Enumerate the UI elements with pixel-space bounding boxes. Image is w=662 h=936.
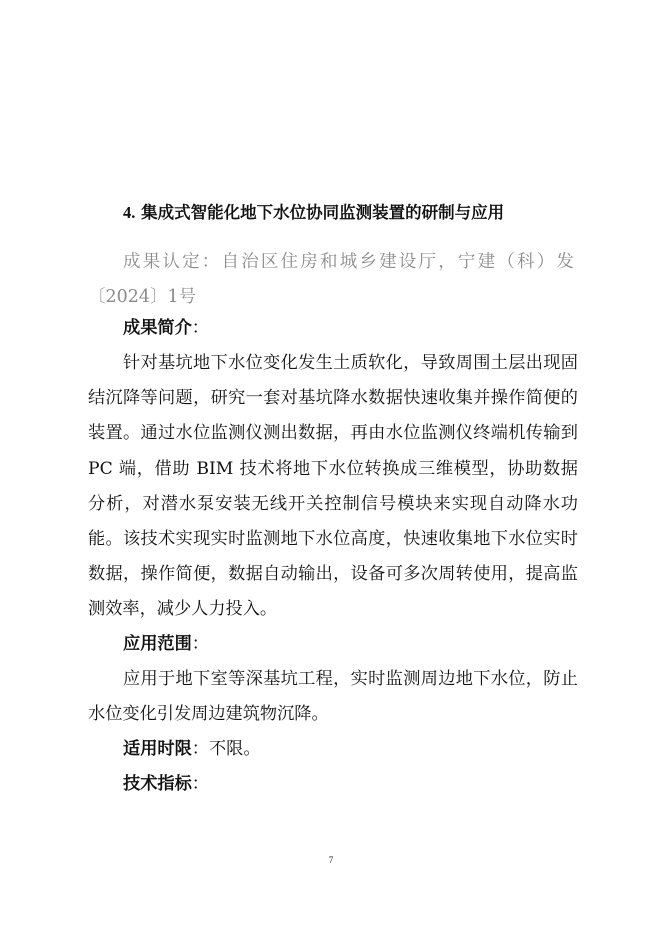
time-limit-line bbox=[88, 732, 578, 767]
recognition-text: 成果认定：自治区住房和城乡建设厅，宁建（科）发 bbox=[123, 252, 577, 272]
achievement-recognition bbox=[88, 245, 578, 315]
time-limit-value: 不限。 bbox=[208, 739, 261, 759]
intro-colon: ： bbox=[191, 318, 209, 338]
scope-heading bbox=[88, 627, 578, 662]
section-number: 4. bbox=[123, 203, 136, 222]
scope-body: 应用于地下室等深基坑工程，实时监测周边地下水位，防止水位变化引发周边建筑物沉降。 bbox=[88, 669, 578, 725]
tech-indicators-heading bbox=[88, 767, 578, 802]
recognition-doc-number: 〔2024〕1号 bbox=[88, 287, 197, 307]
page-number: 7 bbox=[328, 855, 334, 865]
time-limit-colon: ： bbox=[191, 739, 209, 759]
time-limit-label: 适用时限 bbox=[123, 739, 192, 759]
scope-colon: ： bbox=[191, 634, 209, 654]
scope-label: 应用范围 bbox=[123, 634, 192, 654]
tech-indicators-label: 技术指标 bbox=[123, 774, 192, 794]
section-heading bbox=[123, 202, 603, 224]
intro-heading bbox=[88, 311, 578, 346]
intro-body: 针对基坑地下水位变化发生土质软化，导致周围土层出现固结沉降等问题，研究一套对基坑降水数据快速收集并操作简便的装置。通过水位监测仪测出数据，再由水位监测仪终端机传输到 PC 端，借助 BIM 技术将地下水位转换成三维模型，协助数据分析，对潜水泵安装无线开关控制信号模块来实现自动降水功能。该技术实现实时监测地下水位高度，快速收集地下水位实时数据，操作简便，数据自动输出，设备可多次周转使用，提高监测效率，减少人力投入。 bbox=[88, 353, 578, 620]
intro-label: 成果简介 bbox=[123, 318, 192, 338]
tech-indicators-colon: ： bbox=[191, 774, 209, 794]
section-title: 集成式智能化地下水位协同监测装置的研制与应用 bbox=[141, 203, 505, 222]
